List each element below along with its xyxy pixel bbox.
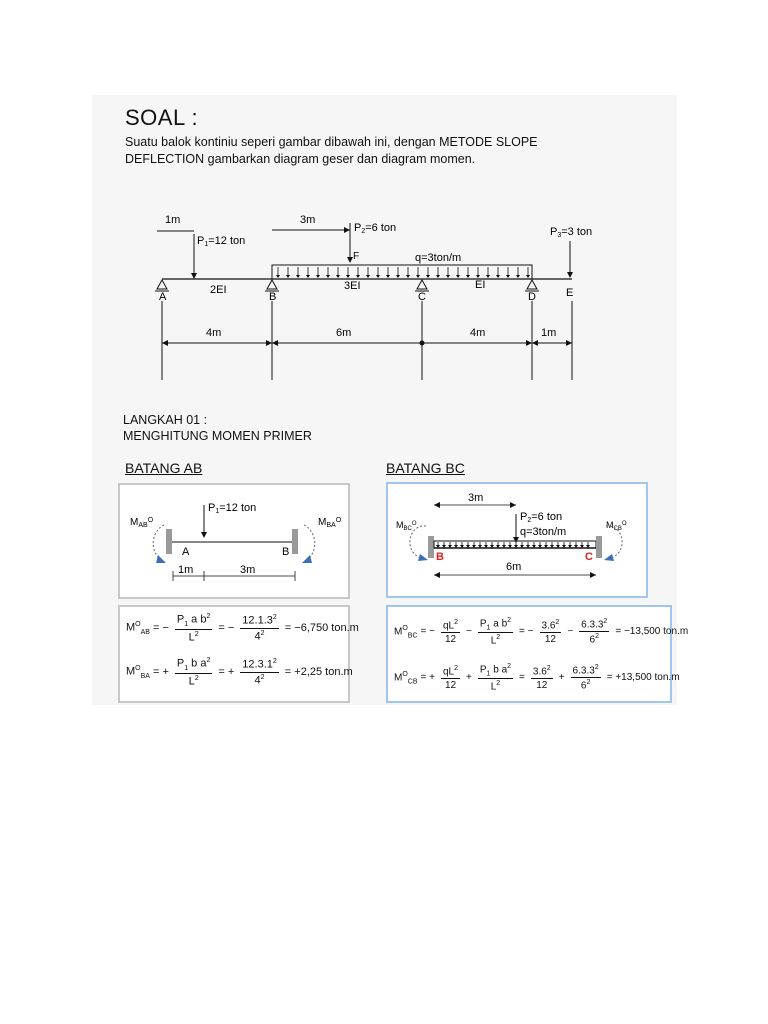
bc-node-b: B [436, 551, 444, 563]
dim-3m-label: 3m [300, 214, 316, 226]
bc-dim-3m: 3m [468, 492, 484, 504]
span-cd-label: 4m [470, 327, 486, 339]
support-a [155, 280, 169, 291]
ab-p1-label: P1=12 ton [208, 502, 257, 515]
step-heading-1: LANGKAH 01 : [123, 413, 208, 427]
batang-ab-equations-box [118, 605, 359, 703]
dim-1m-label: 1m [165, 214, 181, 226]
page-title: SOAL : [125, 105, 199, 130]
ab-node-b: B [282, 546, 290, 558]
batang-ab-diagram [120, 485, 348, 597]
f-label: F [353, 251, 360, 262]
eq-mba: $M^O_{BA}$ = + $\frac{P_1 b a^2}{L^2}$ = + $\frac{12.3.1^2}{4^2}$ = +2,25 ton.m [126, 657, 353, 688]
batang-bc-diagram-box [386, 482, 648, 598]
node-e-label: E [566, 287, 574, 299]
bc-node-c: C [585, 551, 593, 563]
intro-line-2: DEFLECTION gambarkan diagram geser dan diagram momen. [125, 152, 476, 166]
span-de-label: 1m [541, 327, 557, 339]
node-c-label: C [418, 291, 426, 303]
document-page [92, 95, 689, 705]
m-ba-label: $M_{BA}^O$ [318, 517, 342, 529]
moment-arrow-bc-icon [418, 554, 428, 561]
ab-node-a: A [182, 546, 190, 558]
p3-label: P3=3 ton [550, 226, 593, 239]
ei-cd-label: EI [475, 279, 486, 291]
step-heading-2: MENGHITUNG MOMEN PRIMER [123, 429, 312, 443]
bc-dim-6m: 6m [506, 561, 522, 573]
continuous-beam-diagram [92, 95, 677, 395]
support-b [265, 280, 279, 291]
distributed-load-arrows [276, 267, 530, 278]
bc-distributed-load-arrows [436, 542, 590, 548]
m-bc-label: $M_{BC}^O$ [396, 520, 417, 532]
bc-p2-label: P2=6 ton [520, 511, 563, 524]
batang-bc-diagram [388, 484, 646, 596]
support-d [525, 280, 539, 291]
m-ab-label: $M_{AB}^O$ [130, 517, 154, 529]
batang-bc-equations-box [386, 605, 689, 703]
intro-line-1: Suatu balok kontiniu seperi gambar dibawah ini, dengan METODE SLOPE [125, 135, 538, 149]
batang-ab-diagram-box [118, 483, 350, 599]
ab-dim-1m: 1m [178, 564, 194, 576]
ei-ab-label: 2EI [210, 284, 227, 296]
ab-dim-3m: 3m [240, 564, 256, 576]
m-cb-label: $M_{CB}^O$ [606, 520, 627, 532]
span-bc-label: 6m [336, 327, 352, 339]
support-c [415, 280, 429, 291]
batang-bc-title: BATANG BC [386, 460, 465, 476]
p2-label: P2=6 ton [354, 222, 397, 235]
node-a-label: A [159, 291, 167, 303]
q-label: q=3ton/m [415, 252, 462, 264]
p1-label: P1=12 ton [197, 235, 246, 248]
span-ab-label: 4m [206, 327, 222, 339]
moment-arrow-cb-icon [604, 554, 614, 561]
ei-bc-label: 3EI [344, 280, 361, 292]
eq-mcb: $M^O_{CB}$ = + $\frac{qL^2}{12}$ + $\frac{P_1 b a^2}{L^2}$ = $\frac{3.6^2}{12}$ + $\frac{6.3.3^2}{6^2}$ = +13,500 ton.m [394, 663, 680, 693]
eq-mbc: $M^O_{BC}$ = − $\frac{qL^2}{12}$ − $\frac{P_1 a b^2}{L^2}$ = − $\frac{3.6^2}{12}$ − $\frac{6.3.3^2}{6^2}$ = −13,500 ton.m [394, 617, 689, 647]
batang-ab-title: BATANG AB [125, 460, 203, 476]
node-b-label: B [269, 291, 277, 303]
node-d-label: D [528, 291, 536, 303]
bc-q-label: q=3ton/m [520, 526, 567, 538]
eq-mab: $M^O_{AB}$ = − $\frac{P_1 a b^2}{L^2}$ = − $\frac{12.1.3^2}{4^2}$ = −6,750 ton.m [126, 613, 359, 644]
